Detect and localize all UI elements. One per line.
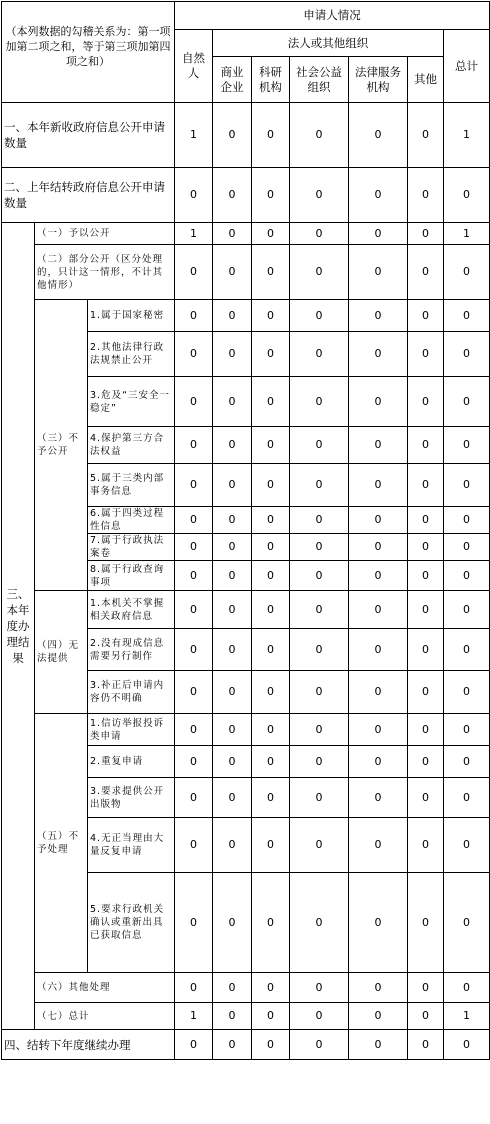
value-cell: 0 (408, 714, 444, 746)
value-cell: 0 (408, 671, 444, 714)
value-cell: 0 (444, 671, 490, 714)
value-cell: 0 (213, 1003, 252, 1030)
value-cell: 0 (408, 873, 444, 973)
value-cell: 0 (252, 818, 290, 873)
value-cell: 0 (213, 168, 252, 223)
value-cell: 0 (175, 591, 213, 629)
value-cell: 0 (252, 973, 290, 1003)
value-cell: 0 (444, 534, 490, 561)
value-cell: 0 (175, 873, 213, 973)
value-cell: 0 (252, 245, 290, 300)
value-cell: 0 (252, 591, 290, 629)
value-cell: 0 (444, 1030, 490, 1060)
header-note: （本列数据的勾稽关系为：第一项加第二项之和，等于第三项加第四项之和） (2, 2, 175, 103)
value-cell: 0 (213, 300, 252, 332)
row-label-sub: 2.重复申请 (88, 746, 175, 778)
header-research: 科研机构 (252, 57, 290, 103)
row-label-sub: 1.本机关不掌握相关政府信息 (88, 591, 175, 629)
value-cell: 0 (349, 778, 408, 818)
value-cell: 0 (175, 534, 213, 561)
row-label-sub: 3.危及“三安全一稳定” (88, 377, 175, 427)
value-cell: 0 (290, 561, 349, 591)
value-cell: 0 (290, 746, 349, 778)
value-cell: 0 (349, 591, 408, 629)
disclosure-stats-table (1, 1, 490, 1060)
table-row (2, 1030, 490, 1060)
value-cell: 0 (444, 778, 490, 818)
value-cell: 0 (175, 629, 213, 671)
value-cell: 0 (252, 1030, 290, 1060)
value-cell: 0 (290, 714, 349, 746)
value-cell: 0 (408, 332, 444, 377)
value-cell: 0 (444, 427, 490, 464)
group-label-not-processed: （五）不予处理 (35, 714, 88, 973)
row-label-sub: 5.属于三类内部事务信息 (88, 464, 175, 507)
value-cell: 0 (213, 464, 252, 507)
row-label-carried-over: 二、上年结转政府信息公开申请数量 (2, 168, 175, 223)
value-cell: 0 (349, 818, 408, 873)
value-cell: 0 (213, 873, 252, 973)
value-cell: 0 (349, 1003, 408, 1030)
row-label-sub: 5.要求行政机关确认或重新出具已获取信息 (88, 873, 175, 973)
value-cell: 0 (408, 778, 444, 818)
row-label-partial: （二）部分公开（区分处理的，只计这一情形，不计其他情形） (35, 245, 175, 300)
value-cell: 0 (408, 223, 444, 245)
value-cell: 0 (175, 507, 213, 534)
value-cell: 0 (349, 561, 408, 591)
value-cell: 0 (444, 332, 490, 377)
value-cell: 0 (349, 714, 408, 746)
row-label-sub: 2.其他法律行政法规禁止公开 (88, 332, 175, 377)
value-cell: 0 (290, 103, 349, 168)
value-cell: 0 (290, 534, 349, 561)
value-cell: 0 (252, 778, 290, 818)
value-cell: 0 (290, 1003, 349, 1030)
value-cell: 0 (213, 223, 252, 245)
header-natural-person: 自然人 (175, 30, 213, 103)
value-cell: 0 (213, 561, 252, 591)
row-label-sub: 2.没有现成信息需要另行制作 (88, 629, 175, 671)
value-cell: 0 (349, 1030, 408, 1060)
header-applicant: 申请人情况 (175, 2, 490, 30)
value-cell: 0 (175, 332, 213, 377)
row-label-sub: 4.无正当理由大量反复申请 (88, 818, 175, 873)
header-commercial: 商业企业 (213, 57, 252, 103)
value-cell: 0 (290, 245, 349, 300)
value-cell: 0 (408, 103, 444, 168)
row-label-new-requests: 一、本年新收政府信息公开申请数量 (2, 103, 175, 168)
value-cell: 0 (444, 168, 490, 223)
value-cell: 0 (290, 377, 349, 427)
value-cell: 0 (290, 300, 349, 332)
value-cell: 0 (175, 818, 213, 873)
value-cell: 0 (349, 629, 408, 671)
value-cell: 0 (290, 671, 349, 714)
value-cell: 0 (175, 973, 213, 1003)
table-row (2, 591, 490, 629)
value-cell: 0 (213, 778, 252, 818)
value-cell: 0 (290, 464, 349, 507)
value-cell: 0 (290, 873, 349, 973)
value-cell: 0 (408, 427, 444, 464)
value-cell: 0 (408, 245, 444, 300)
value-cell: 0 (175, 168, 213, 223)
row-label-disclosed: （一）予以公开 (35, 223, 175, 245)
value-cell: 1 (444, 103, 490, 168)
value-cell: 0 (349, 873, 408, 973)
value-cell: 0 (444, 973, 490, 1003)
value-cell: 0 (290, 778, 349, 818)
value-cell: 0 (175, 746, 213, 778)
value-cell: 0 (349, 168, 408, 223)
value-cell: 0 (444, 300, 490, 332)
value-cell: 0 (444, 377, 490, 427)
value-cell: 0 (444, 464, 490, 507)
value-cell: 0 (408, 300, 444, 332)
value-cell: 0 (290, 629, 349, 671)
value-cell: 0 (175, 714, 213, 746)
value-cell: 0 (349, 507, 408, 534)
value-cell: 0 (408, 507, 444, 534)
value-cell: 0 (349, 427, 408, 464)
value-cell: 0 (175, 427, 213, 464)
value-cell: 0 (290, 168, 349, 223)
value-cell: 0 (290, 1030, 349, 1060)
value-cell: 0 (213, 427, 252, 464)
header-legal-service: 法律服务机构 (349, 57, 408, 103)
value-cell: 0 (444, 591, 490, 629)
value-cell: 0 (252, 103, 290, 168)
header-other: 其他 (408, 57, 444, 103)
value-cell: 0 (175, 300, 213, 332)
value-cell: 0 (349, 464, 408, 507)
group-label-not-disclosed: （三）不予公开 (35, 300, 88, 591)
value-cell: 0 (290, 591, 349, 629)
value-cell: 0 (408, 464, 444, 507)
value-cell: 0 (408, 168, 444, 223)
value-cell: 0 (444, 746, 490, 778)
value-cell: 1 (444, 1003, 490, 1030)
value-cell: 0 (252, 534, 290, 561)
value-cell: 0 (213, 377, 252, 427)
row-label-sub: 3.补正后申请内容仍不明确 (88, 671, 175, 714)
value-cell: 0 (349, 377, 408, 427)
section-results-label: 三、本年度办理结果 (2, 223, 35, 1030)
value-cell: 0 (408, 377, 444, 427)
value-cell: 0 (349, 245, 408, 300)
value-cell: 0 (408, 818, 444, 873)
value-cell: 0 (213, 507, 252, 534)
value-cell: 1 (444, 223, 490, 245)
table-row (2, 973, 490, 1003)
value-cell: 0 (175, 464, 213, 507)
row-label-sub: 1.属于国家秘密 (88, 300, 175, 332)
group-label-unable: （四）无法提供 (35, 591, 88, 714)
value-cell: 0 (175, 245, 213, 300)
value-cell: 0 (252, 300, 290, 332)
table-row (2, 103, 490, 168)
value-cell: 0 (252, 746, 290, 778)
row-label-sub: 7.属于行政执法案卷 (88, 534, 175, 561)
value-cell: 0 (252, 427, 290, 464)
value-cell: 0 (252, 332, 290, 377)
header-social: 社会公益组织 (290, 57, 349, 103)
value-cell: 0 (444, 507, 490, 534)
value-cell: 1 (175, 1003, 213, 1030)
value-cell: 0 (290, 507, 349, 534)
table-row (2, 1003, 490, 1030)
header-legal-group: 法人或其他组织 (213, 30, 444, 57)
value-cell: 0 (349, 300, 408, 332)
value-cell: 0 (213, 714, 252, 746)
value-cell: 0 (290, 818, 349, 873)
value-cell: 0 (252, 507, 290, 534)
value-cell: 0 (252, 377, 290, 427)
value-cell: 0 (290, 973, 349, 1003)
row-label-sub: 4.保护第三方合法权益 (88, 427, 175, 464)
header-total: 总计 (444, 30, 490, 103)
value-cell: 0 (444, 245, 490, 300)
value-cell: 0 (444, 561, 490, 591)
value-cell: 0 (349, 332, 408, 377)
value-cell: 0 (252, 561, 290, 591)
value-cell: 0 (408, 973, 444, 1003)
value-cell: 0 (408, 746, 444, 778)
value-cell: 0 (290, 332, 349, 377)
value-cell: 0 (252, 464, 290, 507)
value-cell: 0 (213, 746, 252, 778)
table-row (2, 714, 490, 746)
value-cell: 1 (175, 223, 213, 245)
value-cell: 0 (213, 818, 252, 873)
value-cell: 0 (252, 1003, 290, 1030)
value-cell: 0 (349, 103, 408, 168)
value-cell: 0 (349, 534, 408, 561)
value-cell: 0 (349, 973, 408, 1003)
value-cell: 0 (175, 778, 213, 818)
value-cell: 0 (213, 1030, 252, 1060)
value-cell: 0 (408, 629, 444, 671)
table-row (2, 300, 490, 332)
value-cell: 0 (252, 714, 290, 746)
value-cell: 0 (349, 671, 408, 714)
value-cell: 0 (213, 629, 252, 671)
value-cell: 0 (290, 427, 349, 464)
value-cell: 1 (175, 103, 213, 168)
row-label-subtotal: （七）总计 (35, 1003, 175, 1030)
value-cell: 0 (252, 629, 290, 671)
value-cell: 0 (408, 561, 444, 591)
value-cell: 0 (213, 973, 252, 1003)
row-label-sub: 8.属于行政查询事项 (88, 561, 175, 591)
value-cell: 0 (444, 818, 490, 873)
value-cell: 0 (175, 561, 213, 591)
value-cell: 0 (213, 534, 252, 561)
value-cell: 0 (252, 168, 290, 223)
table-row (2, 223, 490, 245)
table-row (2, 168, 490, 223)
value-cell: 0 (444, 629, 490, 671)
value-cell: 0 (175, 671, 213, 714)
value-cell: 0 (408, 1003, 444, 1030)
row-label-sub: 3.要求提供公开出版物 (88, 778, 175, 818)
value-cell: 0 (252, 223, 290, 245)
value-cell: 0 (213, 671, 252, 714)
value-cell: 0 (252, 873, 290, 973)
value-cell: 0 (213, 591, 252, 629)
value-cell: 0 (175, 1030, 213, 1060)
value-cell: 0 (408, 1030, 444, 1060)
value-cell: 0 (408, 591, 444, 629)
value-cell: 0 (349, 746, 408, 778)
value-cell: 0 (175, 377, 213, 427)
value-cell: 0 (290, 223, 349, 245)
row-label-other-handling: （六）其他处理 (35, 973, 175, 1003)
value-cell: 0 (213, 103, 252, 168)
value-cell: 0 (444, 873, 490, 973)
value-cell: 0 (213, 332, 252, 377)
row-label-carry-forward: 四、结转下年度继续办理 (2, 1030, 175, 1060)
row-label-sub: 6.属于四类过程性信息 (88, 507, 175, 534)
value-cell: 0 (408, 534, 444, 561)
row-label-sub: 1.信访举报投诉类申请 (88, 714, 175, 746)
value-cell: 0 (444, 714, 490, 746)
value-cell: 0 (349, 223, 408, 245)
table-row (2, 245, 490, 300)
value-cell: 0 (252, 671, 290, 714)
value-cell: 0 (213, 245, 252, 300)
